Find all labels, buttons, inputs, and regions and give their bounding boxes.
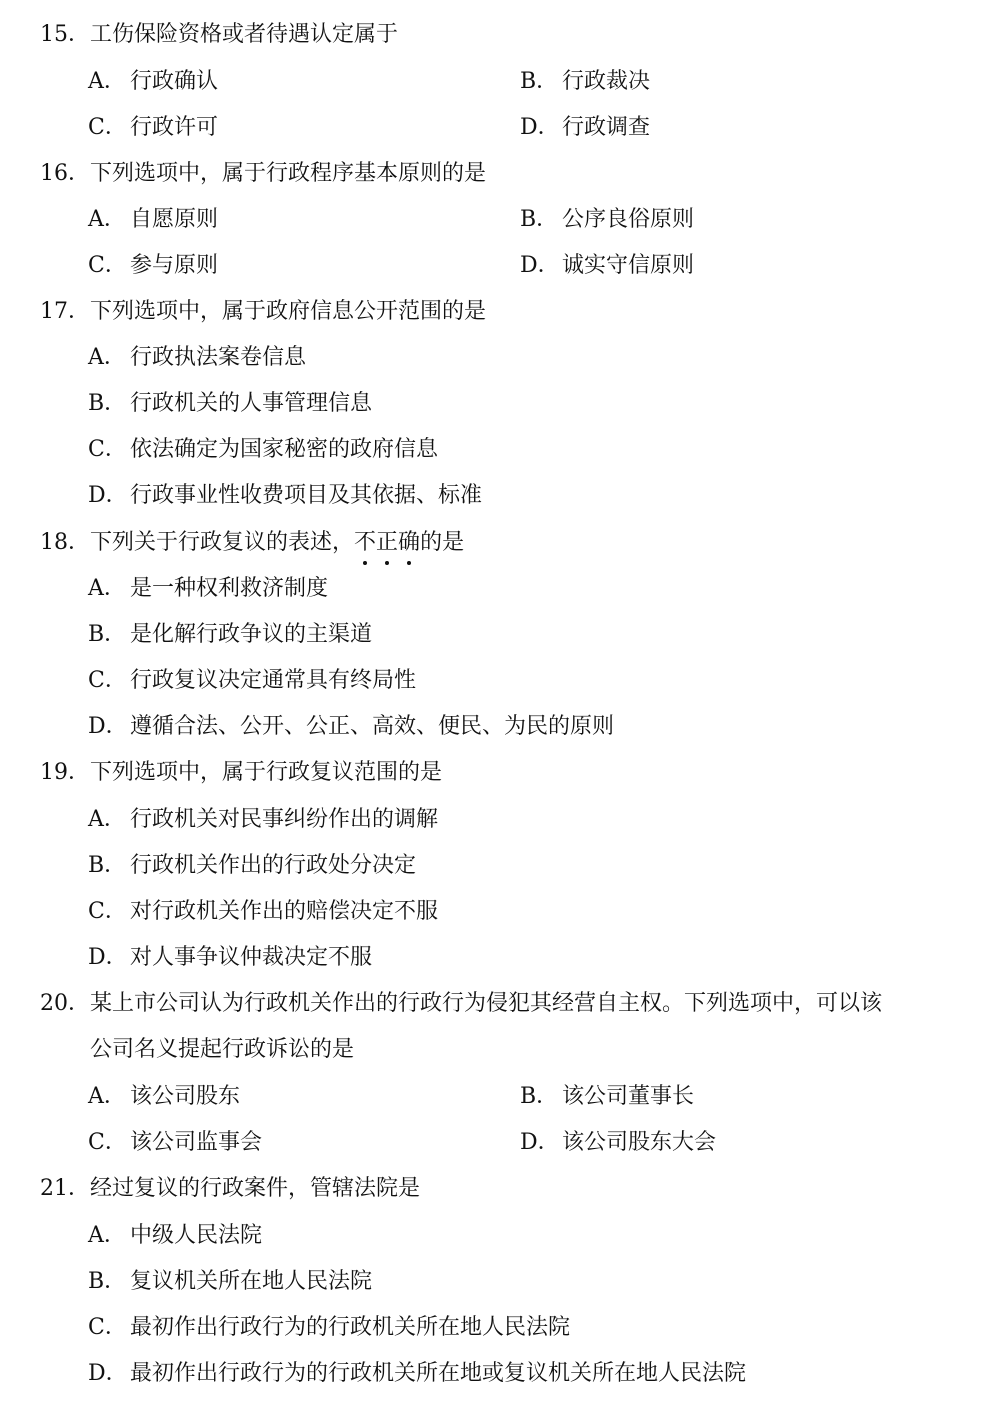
option-18-b — [88, 622, 372, 648]
option-letter: B． — [88, 622, 127, 647]
option-text: 最初作出行政行为的行政机关所在地人民法院 — [130, 1315, 571, 1340]
option-text: 行政事业性收费项目及其依据、标准 — [130, 483, 483, 508]
question-18 — [40, 530, 464, 556]
emphasis-char — [376, 530, 398, 555]
option-19-b — [88, 853, 416, 879]
option-letter: A． — [88, 1223, 126, 1248]
option-letter: D． — [520, 115, 560, 140]
option-text: 诚实守信原则 — [562, 253, 695, 278]
question-stem: 下列选项中，属于行政程序基本原则的是 — [90, 161, 487, 186]
question-17 — [40, 299, 486, 325]
option-20-a — [88, 1084, 240, 1110]
question-number: 19． — [40, 760, 90, 785]
question-stem-line-1 — [40, 991, 960, 1017]
option-text: 行政执法案卷信息 — [130, 345, 307, 370]
question-15 — [40, 22, 398, 48]
option-letter: C． — [88, 1130, 127, 1155]
emphasis-dot — [363, 561, 367, 565]
question-stem: 工伤保险资格或者待遇认定属于 — [90, 22, 399, 47]
question-21 — [40, 1176, 420, 1202]
option-text: 行政许可 — [130, 115, 219, 140]
option-letter: A． — [88, 807, 126, 832]
option-18-d — [88, 714, 614, 740]
option-17-b — [88, 391, 372, 417]
question-number: 15． — [40, 22, 90, 47]
option-20-d — [520, 1130, 716, 1156]
option-16-c — [88, 253, 218, 279]
option-21-d — [88, 1361, 746, 1387]
question-number: 20． — [40, 991, 90, 1016]
option-17-a — [88, 345, 306, 371]
option-text: 依法确定为国家秘密的政府信息 — [130, 437, 439, 462]
option-17-d — [88, 483, 482, 509]
option-text: 复议机关所在地人民法院 — [130, 1269, 373, 1294]
option-15-a — [88, 69, 218, 95]
emphasis-char — [354, 530, 376, 555]
option-text: 是一种权利救济制度 — [130, 576, 329, 601]
option-letter: B． — [520, 207, 559, 232]
question-stem: 下列选项中，属于行政复议范围的是 — [90, 760, 443, 785]
question-number: 17． — [40, 299, 90, 324]
option-letter: D． — [520, 1130, 560, 1155]
option-15-d — [520, 115, 650, 141]
option-text: 行政裁决 — [562, 69, 651, 94]
option-19-d — [88, 945, 372, 971]
question-stem: 某上市公司认为行政机关作出的行政行为侵犯其经营自主权。下列选项中，可以该 — [90, 991, 883, 1016]
option-15-c — [88, 115, 218, 141]
emphasis-char — [398, 530, 420, 555]
option-text: 该公司股东大会 — [562, 1130, 717, 1155]
option-letter: B． — [520, 69, 559, 94]
option-text: 是化解行政争议的主渠道 — [130, 622, 373, 647]
option-text: 行政机关的人事管理信息 — [130, 391, 373, 416]
option-letter: B． — [88, 391, 127, 416]
option-letter: D． — [88, 714, 128, 739]
option-text: 该公司股东 — [130, 1084, 241, 1109]
option-letter: C． — [88, 1315, 127, 1340]
option-letter: A． — [88, 207, 126, 232]
option-letter: D． — [88, 1361, 128, 1386]
option-21-c — [88, 1315, 570, 1341]
emphasis-dot — [385, 561, 389, 565]
question-number: 18． — [40, 530, 90, 555]
option-21-b — [88, 1269, 372, 1295]
option-letter: A． — [88, 69, 126, 94]
option-text: 该公司董事长 — [562, 1084, 695, 1109]
option-letter: C． — [88, 253, 127, 278]
option-text: 该公司监事会 — [130, 1130, 263, 1155]
question-stem: 下列选项中，属于政府信息公开范围的是 — [90, 299, 487, 324]
option-text: 参与原则 — [130, 253, 219, 278]
option-text: 中级人民法院 — [130, 1223, 263, 1248]
option-letter: D． — [520, 253, 560, 278]
question-stem-end: 的是 — [420, 530, 465, 555]
question-stem: 下列关于行政复议的表述， — [90, 530, 355, 555]
option-letter: B． — [88, 853, 127, 878]
option-text: 行政机关对民事纠纷作出的调解 — [130, 807, 439, 832]
option-text: 自愿原则 — [130, 207, 219, 232]
option-text: 对人事争议仲裁决定不服 — [130, 945, 373, 970]
option-19-a — [88, 807, 438, 833]
option-letter: D． — [88, 945, 128, 970]
option-letter: C． — [88, 668, 127, 693]
option-letter: B． — [520, 1084, 559, 1109]
option-16-b — [520, 207, 694, 233]
option-letter: B． — [88, 1269, 127, 1294]
option-text: 遵循合法、公开、公正、高效、便民、为民的原则 — [130, 714, 615, 739]
emphasis-char-text: 确 — [398, 530, 421, 555]
question-number: 16． — [40, 161, 90, 186]
option-text: 最初作出行政行为的行政机关所在地或复议机关所在地人民法院 — [130, 1361, 747, 1386]
option-letter: D． — [88, 483, 128, 508]
option-16-a — [88, 207, 218, 233]
option-text: 行政机关作出的行政处分决定 — [130, 853, 417, 878]
option-19-c — [88, 899, 438, 925]
question-stem: 经过复议的行政案件，管辖法院是 — [90, 1176, 421, 1201]
option-letter: C． — [88, 899, 127, 924]
option-21-a — [88, 1223, 262, 1249]
question-19 — [40, 760, 442, 786]
option-18-a — [88, 576, 328, 602]
option-20-c — [88, 1130, 262, 1156]
question-number: 21． — [40, 1176, 90, 1201]
option-16-d — [520, 253, 694, 279]
question-16 — [40, 161, 486, 187]
emphasis-char-text: 正 — [376, 530, 399, 555]
option-text: 行政复议决定通常具有终局性 — [130, 668, 417, 693]
option-letter: C． — [88, 115, 127, 140]
option-letter: A． — [88, 345, 126, 370]
option-15-b — [520, 69, 650, 95]
option-text: 行政调查 — [562, 115, 651, 140]
emphasis-dot — [407, 561, 411, 565]
option-text: 公序良俗原则 — [562, 207, 695, 232]
question-20 — [40, 991, 960, 1063]
option-text: 对行政机关作出的赔偿决定不服 — [130, 899, 439, 924]
emphasis-char-text: 不 — [354, 530, 377, 555]
option-20-b — [520, 1084, 694, 1110]
option-letter: A． — [88, 576, 126, 601]
question-stem-line-2: 公司名义提起行政诉讼的是 — [90, 1037, 355, 1062]
option-text: 行政确认 — [130, 69, 219, 94]
option-17-c — [88, 437, 438, 463]
option-letter: C． — [88, 437, 127, 462]
option-18-c — [88, 668, 416, 694]
option-letter: A． — [88, 1084, 126, 1109]
